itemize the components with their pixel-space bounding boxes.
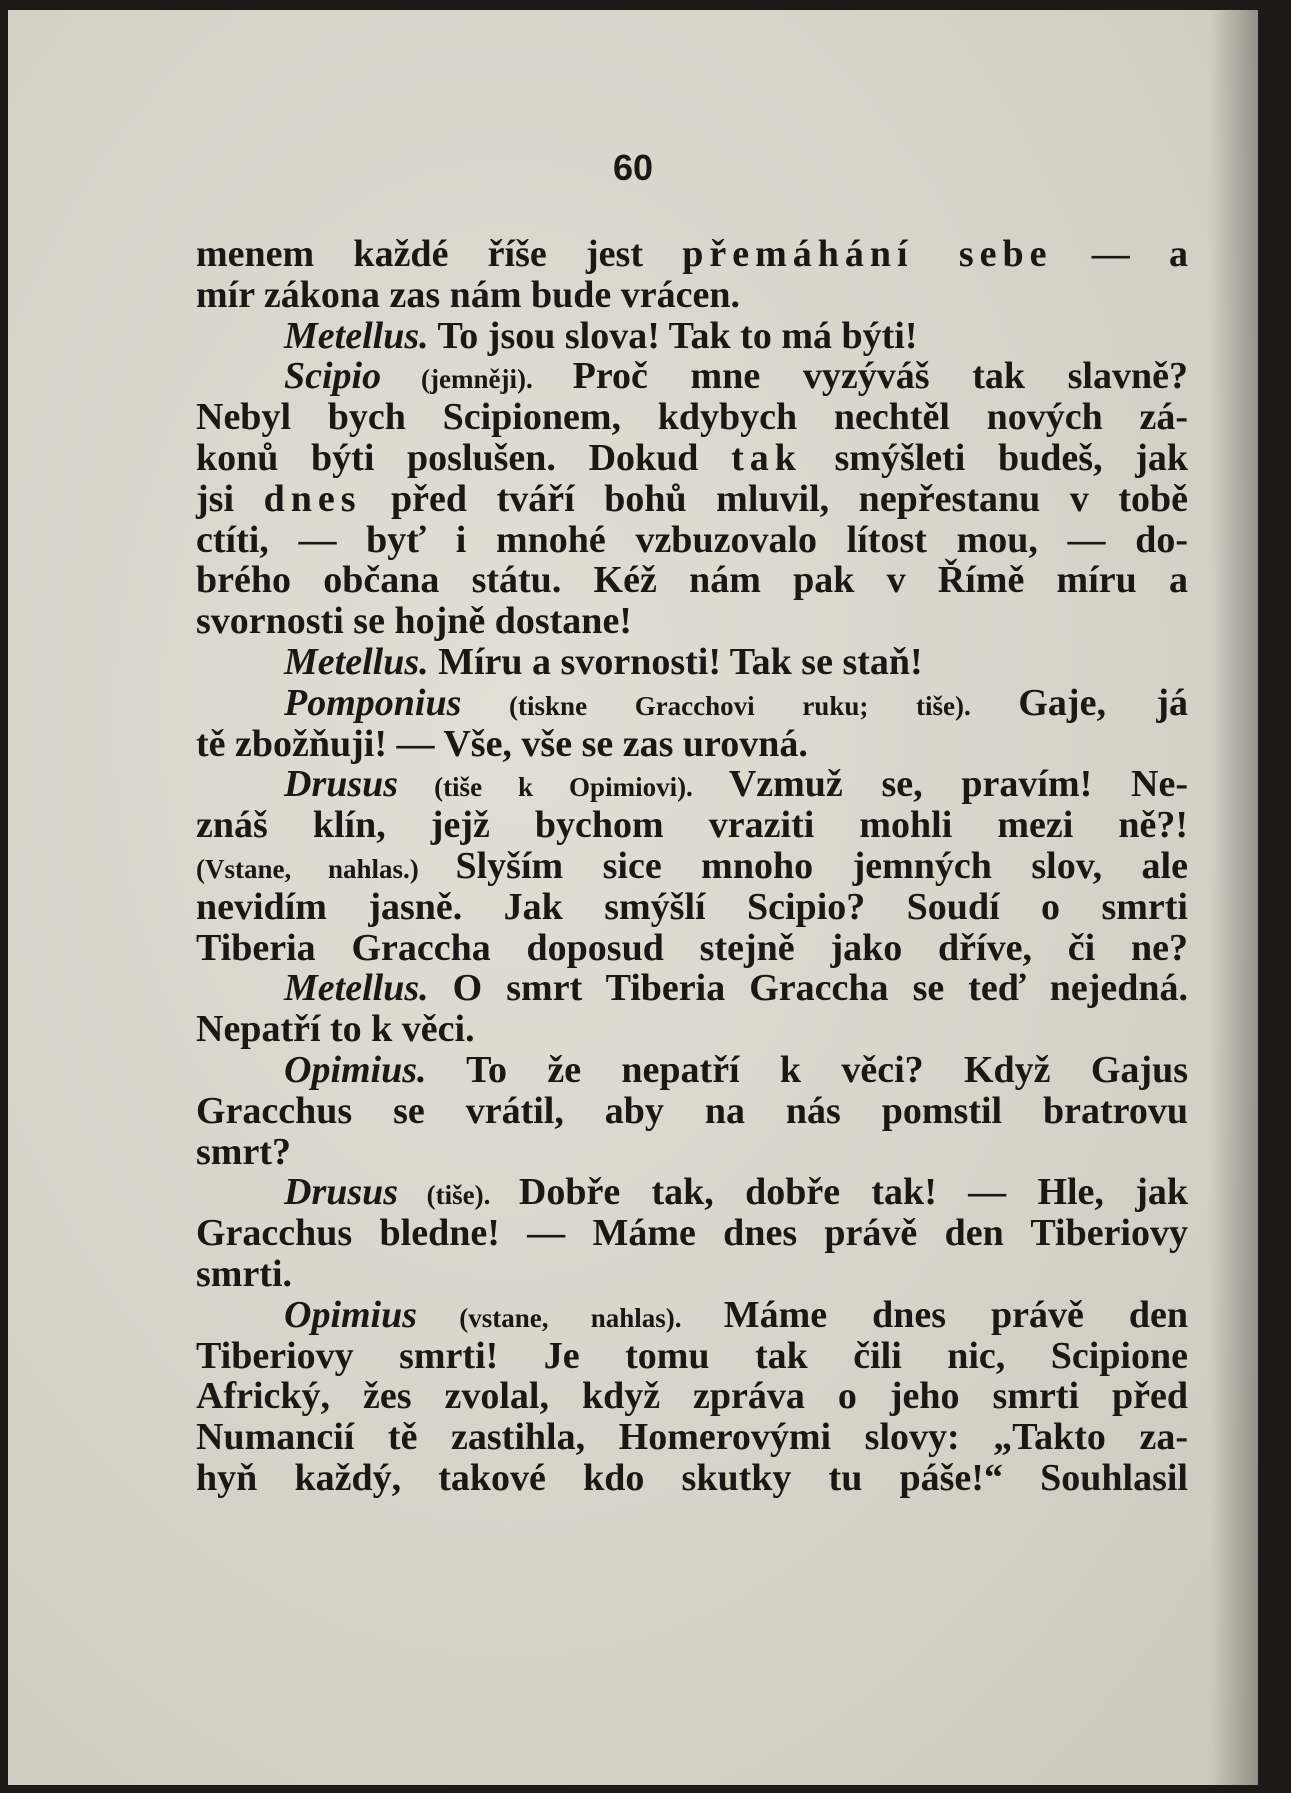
text-segment: O smrt Tiberia Graccha se teď nejedná. (428, 967, 1188, 1010)
text-line (196, 397, 1188, 438)
text-segment: Míru a svornosti! Tak se staň! (428, 640, 923, 683)
text-segment: Vzmuž se, pravím! Ne- (728, 763, 1188, 806)
text-line (196, 438, 1188, 479)
text-line (196, 928, 1188, 969)
text-line (196, 1254, 1188, 1295)
speaker-name: Opimius (284, 1293, 418, 1336)
text-line (196, 1336, 1188, 1377)
text-line (196, 1213, 1188, 1254)
text-line (196, 968, 1188, 1009)
text-segment: To jsou slova! Tak to má býti! (428, 314, 918, 357)
stage-direction: (Vstane, nahlas.) (196, 853, 456, 884)
text-segment: Slyším sice mnoho jemných slov, ale (455, 844, 1188, 887)
text-segment: smrti. (196, 1252, 293, 1295)
speaker-name: Opimius. (284, 1048, 427, 1091)
page-gutter-shadow (1210, 10, 1258, 1785)
text-segment: jsi (196, 477, 264, 520)
text-segment: Gracchus se vrátil, aby na nás pomstil bratrovu (196, 1089, 1188, 1132)
text-segment: Africký, žes zvolal, když zpráva o jeho smrti před (196, 1375, 1188, 1418)
text-segment: před tváří bohů mluvil, nepřestanu v tobě (361, 477, 1189, 520)
speaker-name: Pomponius (284, 681, 462, 724)
text-line (196, 846, 1188, 887)
speaker-name: Scipio (284, 355, 382, 398)
text-line (196, 356, 1188, 397)
text-line (196, 275, 1188, 316)
text-line (196, 1009, 1188, 1050)
text-line (196, 887, 1188, 928)
stage-direction: (vstane, nahlas). (417, 1302, 724, 1333)
stage-direction: (tiskne Gracchovi ruku; tiše). (461, 690, 1019, 721)
speaker-name: Metellus. (284, 640, 429, 683)
text-segment: nevidím jasně. Jak smýšlí Scipio? Soudí o smrti (196, 885, 1188, 928)
text-segment: Nepatří to k věci. (196, 1008, 475, 1051)
text-line (196, 1458, 1188, 1499)
text-line (196, 1132, 1188, 1173)
text-line (196, 724, 1188, 765)
text-segment: Gracchus bledne! — Máme dnes právě den Tiberiovy (196, 1212, 1188, 1255)
text-segment: — a (1052, 233, 1189, 275)
text-segment: menem každé říše jest (196, 233, 683, 275)
text-segment: Dobře tak, dobře tak! — Hle, jak (518, 1171, 1189, 1214)
text-segment: konů býti poslušen. Dokud (196, 436, 732, 479)
text-segment: mír zákona zas nám bude vrácen. (196, 273, 740, 316)
text-line (196, 316, 1188, 357)
text-line (196, 520, 1188, 561)
text-segment: dnes (263, 477, 362, 520)
text-line (196, 1376, 1188, 1417)
text-segment: znáš klín, jejž bychom vraziti mohli mezi ně?! (196, 804, 1188, 847)
text-line (196, 601, 1188, 642)
text-segment: Gaje, já (1018, 681, 1188, 724)
text-line (196, 683, 1188, 724)
text-segment: svornosti se hojně dostane! (196, 600, 632, 643)
speaker-name: Drusus (284, 763, 399, 806)
text-line (196, 805, 1188, 846)
text-segment: tě zbožňuji! — Vše, vše se zas urovná. (196, 722, 808, 765)
page-text (196, 234, 1188, 1499)
text-line (196, 1050, 1188, 1091)
text-line (196, 1417, 1188, 1458)
text-segment: Tiberia Graccha doposud stejně jako dříve, či ne? (196, 926, 1188, 969)
text-line (196, 1091, 1188, 1132)
text-line (196, 1172, 1188, 1213)
stage-direction: (tiše k Opimiovi). (398, 772, 729, 803)
text-segment: smrt? (196, 1130, 291, 1173)
text-segment: brého občana státu. Kéž nám pak v Římě míru a (196, 559, 1188, 602)
page-number: 60 (612, 147, 654, 188)
text-segment: Tiberiovy smrti! Je tomu tak čili nic, Scipione (196, 1334, 1188, 1377)
text-segment: tak (731, 436, 802, 479)
text-segment: hyň každý, takové kdo skutky tu páše!“ Souhlasil (196, 1456, 1188, 1499)
speaker-name: Metellus. (284, 967, 429, 1010)
text-segment: Nebyl bych Scipionem, kdybych nechtěl nových zá- (196, 396, 1188, 439)
text-segment: ctíti, — byť i mnohé vzbuzovalo lítost mou, — do- (196, 518, 1188, 561)
text-segment: To že nepatří k věci? Když Gajus (426, 1048, 1188, 1091)
text-line (196, 642, 1188, 683)
text-segment: Máme dnes právě den (723, 1293, 1188, 1336)
text-line (196, 479, 1188, 520)
text-line (196, 560, 1188, 601)
speaker-name: Metellus. (284, 314, 429, 357)
text-line (196, 234, 1188, 275)
speaker-name: Drusus (284, 1171, 399, 1214)
stage-direction: (jemněji). (381, 364, 573, 395)
text-segment: přemáhání sebe (682, 233, 1053, 275)
book-page (8, 10, 1258, 1785)
stage-direction: (tiše). (398, 1180, 519, 1211)
text-segment: Proč mne vyzýváš tak slavně? (572, 355, 1188, 398)
text-line (196, 764, 1188, 805)
text-segment: smýšleti budeš, jak (801, 436, 1188, 479)
text-segment: Numancií tě zastihla, Homerovými slovy: „Takto za- (196, 1416, 1188, 1459)
text-line (196, 1295, 1188, 1336)
